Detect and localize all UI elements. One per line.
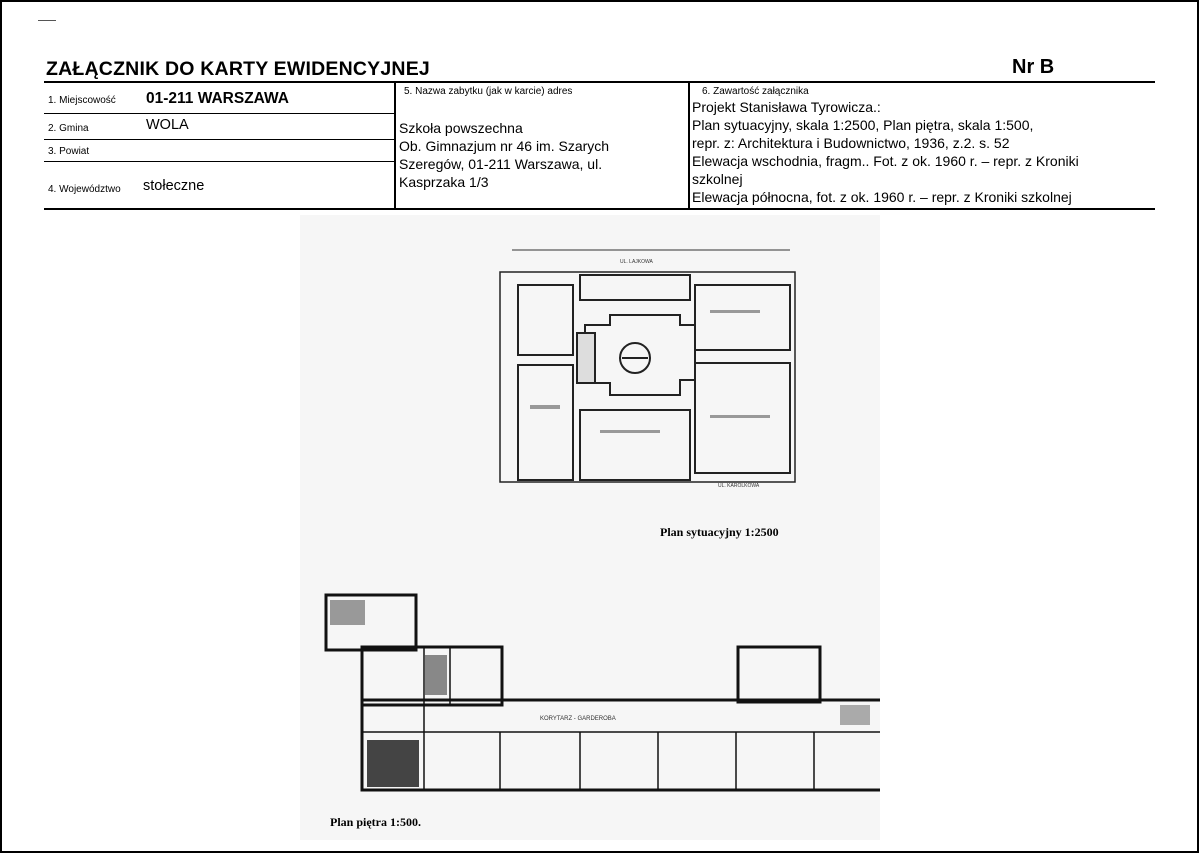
table-top-rule	[44, 81, 1155, 83]
site-plan-caption: Plan sytuacyjny 1:2500	[660, 525, 779, 539]
contents-line-6: Elewacja północna, fot. z ok. 1960 r. – repr. z Kroniki szkolnej	[692, 189, 1072, 205]
wojewodztwo-label: 4. Województwo	[48, 184, 121, 195]
contents-line-2: Plan sytuacyjny, skala 1:2500, Plan piętra, skala 1:500,	[692, 117, 1034, 133]
powiat-label: 3. Powiat	[48, 146, 90, 157]
column-divider-1	[394, 82, 396, 209]
contents-line-5: szkolnej	[692, 171, 743, 187]
miejscowosc-label: 1. Miejscowość	[48, 95, 116, 106]
row-divider-2	[44, 139, 395, 140]
column-divider-2	[688, 82, 690, 209]
site-plan-drawing	[300, 215, 880, 840]
contents-line-1: Projekt Stanisława Tyrowicza.:	[692, 99, 881, 115]
miejscowosc-value: 01-211 WARSZAWA	[146, 90, 289, 107]
document-title: ZAŁĄCZNIK DO KARTY EWIDENCYJNEJ	[46, 58, 430, 80]
svg-text:KORYTARZ - GARDEROBA: KORYTARZ - GARDEROBA	[540, 716, 616, 722]
gmina-label: 2. Gmina	[48, 123, 89, 134]
wojewodztwo-value: stołeczne	[143, 178, 205, 194]
svg-text:UL. KAROLKOWA: UL. KAROLKOWA	[718, 483, 760, 489]
monument-label: 5. Nazwa zabytku (jak w karcie) adres	[404, 86, 573, 97]
monument-line-4: Kasprzaka 1/3	[399, 174, 489, 190]
table-bottom-rule	[44, 208, 1155, 210]
svg-text:UL. LAJKOWA: UL. LAJKOWA	[620, 259, 653, 265]
monument-line-2: Ob. Gimnazjum nr 46 im. Szarych	[399, 138, 610, 154]
contents-line-3: repr. z: Architektura i Budownictwo, 1936, z.2. s. 52	[692, 135, 1010, 151]
row-divider-1	[44, 113, 395, 114]
contents-line-4: Elewacja wschodnia, fragm.. Fot. z ok. 1960 r. – repr. z Kroniki	[692, 153, 1079, 169]
contents-label: 6. Zawartość załącznika	[702, 86, 809, 97]
monument-line-1: Szkoła powszechna	[399, 120, 523, 136]
document-number: Nr B	[1012, 56, 1055, 78]
floor-plan-caption: Plan piętra 1:500.	[330, 815, 421, 829]
row-divider-3	[44, 161, 395, 162]
gmina-value: WOLA	[146, 117, 189, 133]
scan-mark	[38, 20, 56, 21]
monument-line-3: Szeregów, 01-211 Warszawa, ul.	[399, 156, 603, 172]
